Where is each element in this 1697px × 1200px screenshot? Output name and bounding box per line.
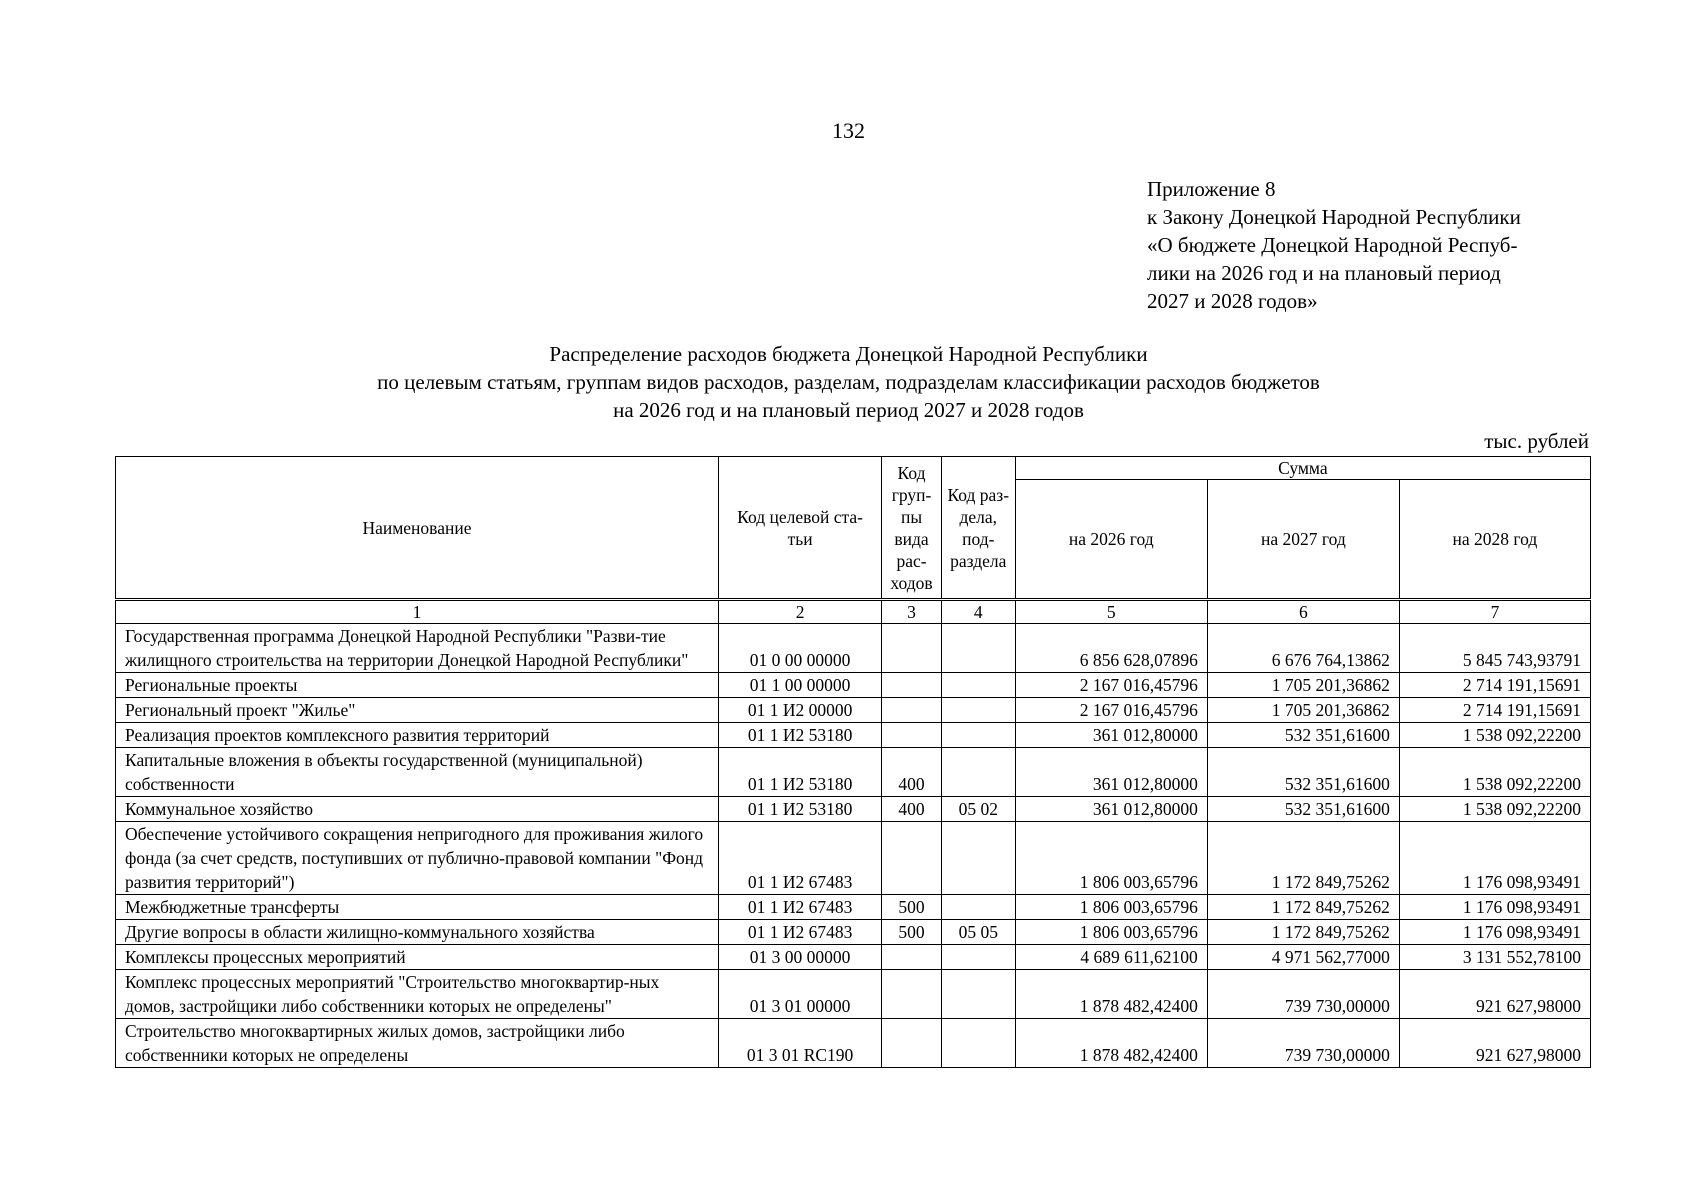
amount-2026: 1 806 003,65796 [1015, 822, 1207, 895]
table-row [116, 624, 1591, 673]
target-code: 01 1 И2 00000 [718, 698, 881, 723]
row-name: Строительство многоквартирных жилых домов, застройщики либо собственники которых не определены [116, 1019, 719, 1068]
row-name: Капитальные вложения в объекты государственной (муниципальной) собственности [116, 748, 719, 797]
header-sum: Сумма [1015, 457, 1590, 480]
amount-2026: 361 012,80000 [1015, 723, 1207, 748]
table-row [116, 673, 1591, 698]
title-line: Распределение расходов бюджета Донецкой Народной Республики [549, 342, 1148, 366]
row-name: Комплекс процессных мероприятий "Строительство многоквартир-ных домов, застройщики либо собственники которых не определены" [116, 970, 719, 1019]
amount-2027: 4 971 562,77000 [1207, 945, 1399, 970]
target-code: 01 3 01 00000 [718, 970, 881, 1019]
amount-2028: 2 714 191,15691 [1399, 673, 1590, 698]
appendix-note [1147, 175, 1607, 315]
column-number-row [116, 600, 1591, 624]
column-number: 3 [882, 600, 942, 624]
amount-2026: 1 806 003,65796 [1015, 920, 1207, 945]
amount-2026: 1 878 482,42400 [1015, 1019, 1207, 1068]
amount-2028: 2 714 191,15691 [1399, 698, 1590, 723]
row-name: Государственная программа Донецкой Народной Республики "Разви-тие жилищного строительства на территории Донецкой Народной Республики" [116, 624, 719, 673]
appendix-line: 2027 и 2028 годов» [1147, 289, 1318, 313]
header-year-2027: на 2027 год [1207, 480, 1399, 600]
section-code [941, 970, 1015, 1019]
section-code: 05 05 [941, 920, 1015, 945]
row-name: Межбюджетные трансферты [116, 895, 719, 920]
amount-2027: 739 730,00000 [1207, 970, 1399, 1019]
amount-2026: 2 167 016,45796 [1015, 698, 1207, 723]
table-row [116, 1019, 1591, 1068]
group-code [882, 624, 942, 673]
amount-2028: 1 538 092,22200 [1399, 748, 1590, 797]
amount-2028: 5 845 743,93791 [1399, 624, 1590, 673]
header-group-code: Код груп-пы вида рас-ходов [882, 457, 942, 600]
section-code [941, 698, 1015, 723]
target-code: 01 0 00 00000 [718, 624, 881, 673]
target-code: 01 1 И2 67483 [718, 895, 881, 920]
group-code [882, 673, 942, 698]
amount-2026: 361 012,80000 [1015, 797, 1207, 822]
group-code [882, 970, 942, 1019]
amount-2027: 1 705 201,36862 [1207, 698, 1399, 723]
header-year-2026: на 2026 год [1015, 480, 1207, 600]
target-code: 01 3 01 RC190 [718, 1019, 881, 1068]
table-row [116, 822, 1591, 895]
row-name: Реализация проектов комплексного развития территорий [116, 723, 719, 748]
column-number: 5 [1015, 600, 1207, 624]
amount-2028: 921 627,98000 [1399, 1019, 1590, 1068]
row-name: Другие вопросы в области жилищно-коммунального хозяйства [116, 920, 719, 945]
section-code [941, 1019, 1015, 1068]
budget-table-body [116, 600, 1591, 1068]
section-code [941, 895, 1015, 920]
units-label: тыс. рублей [1484, 429, 1589, 453]
target-code: 01 1 00 00000 [718, 673, 881, 698]
header-target-code: Код целевой ста-тьи [718, 457, 881, 600]
row-name: Комплексы процессных мероприятий [116, 945, 719, 970]
amount-2026: 1 806 003,65796 [1015, 895, 1207, 920]
section-code [941, 624, 1015, 673]
target-code: 01 1 И2 67483 [718, 920, 881, 945]
amount-2026: 361 012,80000 [1015, 748, 1207, 797]
section-code [941, 673, 1015, 698]
amount-2028: 1 176 098,93491 [1399, 895, 1590, 920]
amount-2026: 4 689 611,62100 [1015, 945, 1207, 970]
table-row [116, 698, 1591, 723]
section-code: 05 02 [941, 797, 1015, 822]
row-name: Региональный проект "Жилье" [116, 698, 719, 723]
section-code [941, 822, 1015, 895]
column-number: 2 [718, 600, 881, 624]
amount-2028: 1 176 098,93491 [1399, 920, 1590, 945]
amount-2026: 1 878 482,42400 [1015, 970, 1207, 1019]
section-code [941, 748, 1015, 797]
amount-2027: 6 676 764,13862 [1207, 624, 1399, 673]
amount-2027: 1 172 849,75262 [1207, 920, 1399, 945]
group-code [882, 945, 942, 970]
appendix-line: Приложение 8 [1147, 177, 1276, 201]
table-row [116, 895, 1591, 920]
group-code: 500 [882, 895, 942, 920]
target-code: 01 1 И2 53180 [718, 797, 881, 822]
header-section-code: Код раз-дела, под-раздела [941, 457, 1015, 600]
row-name: Обеспечение устойчивого сокращения непригодного для проживания жилого фонда (за счет средств, поступивших от публично-правовой компании "Фонд развития территорий") [116, 822, 719, 895]
appendix-line: «О бюджете Донецкой Народной Респуб- [1147, 233, 1518, 257]
amount-2028: 1 538 092,22200 [1399, 723, 1590, 748]
amount-2028: 921 627,98000 [1399, 970, 1590, 1019]
header-year-2028: на 2028 год [1399, 480, 1590, 600]
amount-2028: 3 131 552,78100 [1399, 945, 1590, 970]
amount-2027: 532 351,61600 [1207, 723, 1399, 748]
group-code [882, 698, 942, 723]
document-title [0, 340, 1697, 424]
table-row [116, 797, 1591, 822]
target-code: 01 1 И2 53180 [718, 723, 881, 748]
column-number: 1 [116, 600, 719, 624]
group-code: 500 [882, 920, 942, 945]
table-row [116, 945, 1591, 970]
group-code: 400 [882, 748, 942, 797]
group-code [882, 723, 942, 748]
table-row [116, 748, 1591, 797]
row-name: Региональные проекты [116, 673, 719, 698]
group-code [882, 822, 942, 895]
column-number: 4 [941, 600, 1015, 624]
table-row [116, 920, 1591, 945]
title-line: по целевым статьям, группам видов расходов, разделам, подразделам классификации расходов бюджетов [377, 370, 1320, 394]
section-code [941, 945, 1015, 970]
column-number: 6 [1207, 600, 1399, 624]
appendix-line: к Закону Донецкой Народной Республики [1147, 205, 1521, 229]
amount-2026: 6 856 628,07896 [1015, 624, 1207, 673]
target-code: 01 1 И2 67483 [718, 822, 881, 895]
page-number: 132 [832, 118, 865, 143]
section-code [941, 723, 1015, 748]
header-name: Наименование [116, 457, 719, 600]
target-code: 01 3 00 00000 [718, 945, 881, 970]
table-row [116, 970, 1591, 1019]
amount-2027: 532 351,61600 [1207, 797, 1399, 822]
budget-table [115, 456, 1591, 1068]
appendix-line: лики на 2026 год и на плановый период [1147, 261, 1501, 285]
group-code: 400 [882, 797, 942, 822]
target-code: 01 1 И2 53180 [718, 748, 881, 797]
amount-2027: 1 172 849,75262 [1207, 895, 1399, 920]
amount-2027: 1 172 849,75262 [1207, 822, 1399, 895]
title-line: на 2026 год и на плановый период 2027 и 2028 годов [613, 398, 1084, 422]
table-row [116, 723, 1591, 748]
amount-2028: 1 538 092,22200 [1399, 797, 1590, 822]
amount-2027: 739 730,00000 [1207, 1019, 1399, 1068]
amount-2028: 1 176 098,93491 [1399, 822, 1590, 895]
amount-2026: 2 167 016,45796 [1015, 673, 1207, 698]
row-name: Коммунальное хозяйство [116, 797, 719, 822]
amount-2027: 532 351,61600 [1207, 748, 1399, 797]
group-code [882, 1019, 942, 1068]
amount-2027: 1 705 201,36862 [1207, 673, 1399, 698]
column-number: 7 [1399, 600, 1590, 624]
